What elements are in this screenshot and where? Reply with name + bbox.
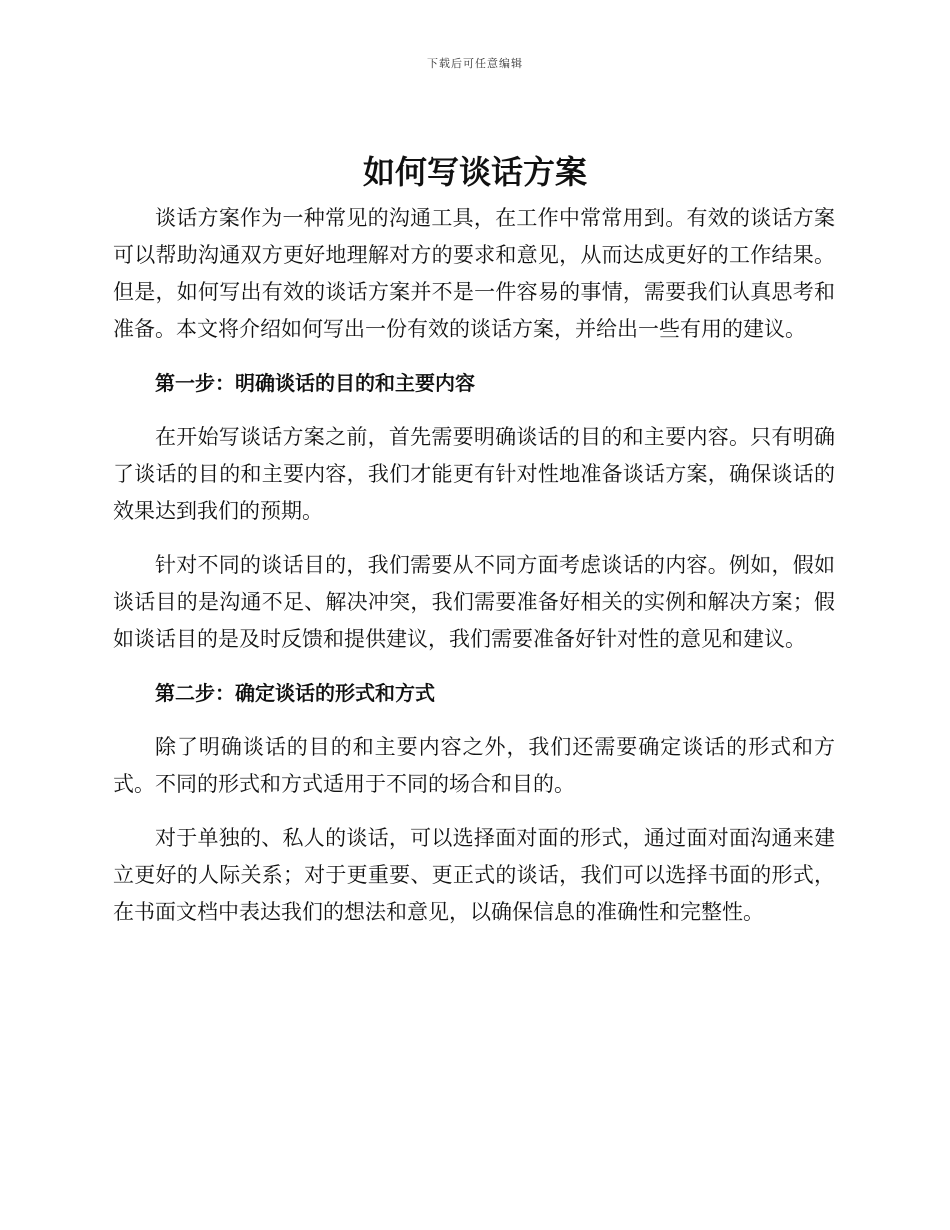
paragraph-step-1-a: 在开始写谈话方案之前，首先需要明确谈话的目的和主要内容。只有明确了谈话的目的和主要内容，我们才能更有针对性地准备谈话方案，确保谈话的效果达到我们的预期。: [113, 425, 835, 523]
paragraph-step-2-a: 除了明确谈话的目的和主要内容之外，我们还需要确定谈话的形式和方式。不同的形式和方式适用于不同的场合和目的。: [113, 735, 835, 796]
document-body: [113, 200, 835, 948]
section-heading-step-1: 第一步：明确谈话的目的和主要内容: [155, 371, 475, 395]
document-title: 如何写谈话方案: [362, 153, 587, 191]
paragraph-step-1-b: 针对不同的谈话目的，我们需要从不同方面考虑谈话的内容。例如，假如谈话目的是沟通不足、解决冲突，我们需要准备好相关的实例和解决方案；假如谈话目的是及时反馈和提供建议，我们需要准备好针对性的意见和建议。: [113, 553, 835, 651]
paragraph-intro: 谈话方案作为一种常见的沟通工具，在工作中常常用到。有效的谈话方案可以帮助沟通双方更好地理解对方的要求和意见，从而达成更好的工作结果。但是，如何写出有效的谈话方案并不是一件容易的事情，需要我们认真思考和准备。本文将介绍如何写出一份有效的谈话方案，并给出一些有用的建议。: [113, 206, 835, 341]
paragraph-step-2-b: 对于单独的、私人的谈话，可以选择面对面的形式，通过面对面沟通来建立更好的人际关系；对于更重要、更正式的谈话，我们可以选择书面的形式，在书面文档中表达我们的想法和意见，以确保信息的准确性和完整性。: [113, 826, 835, 924]
section-heading-step-2: 第二步：确定谈话的形式和方式: [155, 681, 435, 705]
page-header: 下载后可任意编辑: [427, 57, 523, 70]
